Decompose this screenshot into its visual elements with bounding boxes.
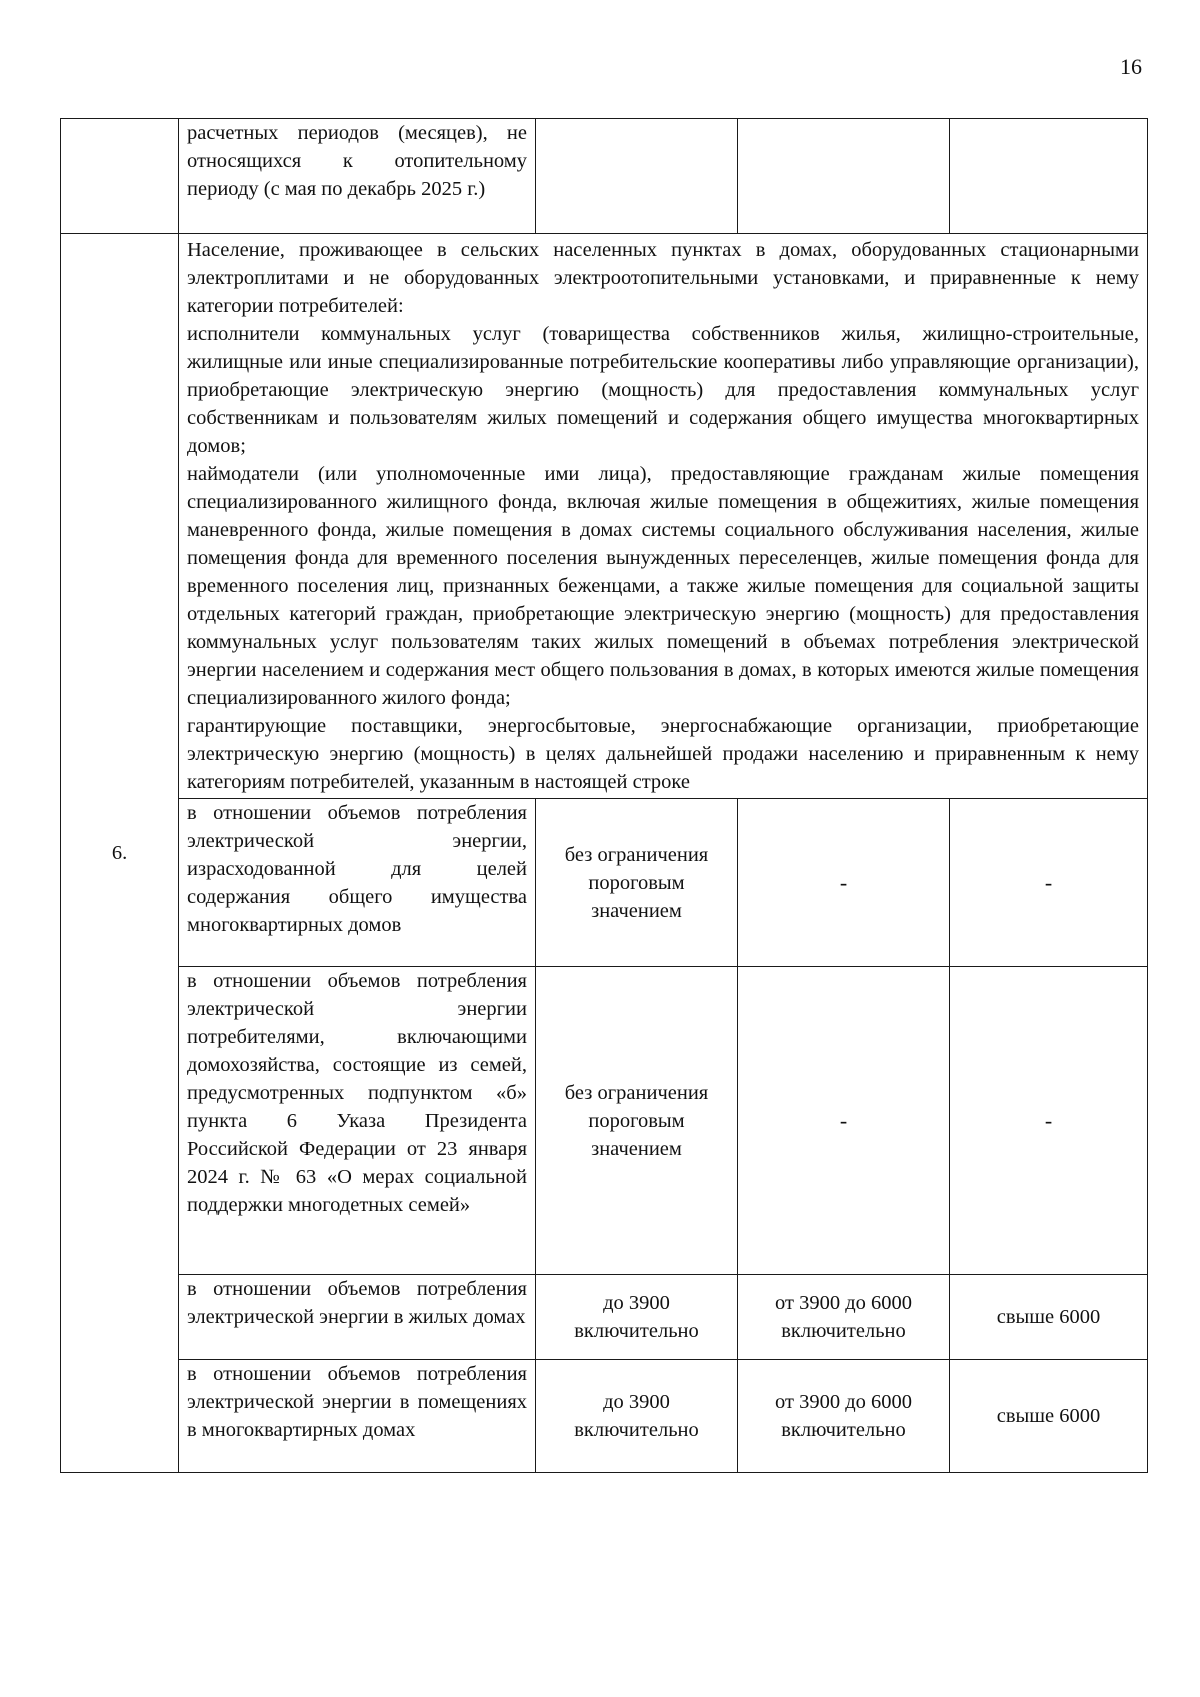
row-description: в отношении объемов потребления электрической энергии потребителями, включающими домохозяйства, состоящие из семей, предусмотренных подпунктом «б» пункта 6 Указа Президента Российской Федерации от 23 января 2024 г. № 63 «О мерах социальной поддержки многодетных семей»: [179, 967, 536, 1275]
table-row: [61, 799, 1148, 967]
threshold-cell-a: без ограничения пороговым значением: [536, 799, 738, 967]
threshold-cell-c: -: [950, 799, 1148, 967]
table-row: [61, 234, 1148, 799]
table-row: [61, 1360, 1148, 1473]
threshold-cell-a: без ограничения пороговым значением: [536, 967, 738, 1275]
header-paragraph: исполнители коммунальных услуг (товарищества собственников жилья, жилищно-строительные, жилищные или иные специализированные потребительские кооперативы либо управляющие организации), приобретающие электрическую энергию (мощность) для предоставления коммунальных услуг собственникам и пользователям жилых помещений и содержания общего имущества многоквартирных домов;: [187, 323, 1139, 457]
row-description: в отношении объемов потребления электрической энергии в помещениях в многоквартирных домах: [179, 1360, 536, 1473]
threshold-cell-a: до 3900 включительно: [536, 1360, 738, 1473]
row-description: в отношении объемов потребления электрической энергии, израсходованной для целей содержания общего имущества многоквартирных домов: [179, 799, 536, 967]
threshold-cell-b: -: [738, 799, 950, 967]
threshold-cell-a: [536, 119, 738, 234]
row-group-header: [179, 234, 1148, 799]
header-paragraph: Население, проживающее в сельских населенных пунктах в домах, оборудованных стационарными электроплитами и не оборудованных электроотопительными установками, и приравненные к нему категории потребителей:: [187, 239, 1139, 317]
threshold-cell-b: -: [738, 967, 950, 1275]
threshold-cell-c: свыше 6000: [950, 1275, 1148, 1360]
header-paragraph: наймодатели (или уполномоченные ими лица), предоставляющие гражданам жилые помещения специализированного жилищного фонда, включая жилые помещения в общежитиях, жилые помещения маневренного фонда, жилые помещения в домах системы социального обслуживания населения, жилые помещения фонда для временного поселения вынужденных переселенцев, жилые помещения фонда для временного поселения лиц, признанных беженцами, а также жилые помещения для социальной защиты отдельных категорий граждан, приобретающие электрическую энергию (мощность) для предоставления коммунальных услуг пользователям таких жилых помещений в объемах потребления электрической энергии населением и содержания мест общего пользования в домах, в которых имеются жилые помещения специализированного жилого фонда;: [187, 463, 1139, 709]
header-paragraph: гарантирующие поставщики, энергосбытовые, энергоснабжающие организации, приобретающие электрическую энергию (мощность) в целях дальнейшей продажи населению и приравненным к нему категориям потребителей, указанным в настоящей строке: [187, 715, 1139, 793]
threshold-cell-b: от 3900 до 6000 включительно: [738, 1275, 950, 1360]
table-row: [61, 119, 1148, 234]
row-description: расчетных периодов (месяцев), не относящихся к отопительному периоду (с мая по декабрь 2025 г.): [179, 119, 536, 234]
row-number: 6.: [61, 234, 179, 1473]
row-description: в отношении объемов потребления электрической энергии в жилых домах: [179, 1275, 536, 1360]
row-number-cell: [61, 119, 179, 234]
threshold-cell-c: -: [950, 967, 1148, 1275]
threshold-cell-a: до 3900 включительно: [536, 1275, 738, 1360]
threshold-cell-c: [950, 119, 1148, 234]
table-row: [61, 1275, 1148, 1360]
threshold-cell-b: от 3900 до 6000 включительно: [738, 1360, 950, 1473]
threshold-cell-c: свыше 6000: [950, 1360, 1148, 1473]
threshold-cell-b: [738, 119, 950, 234]
table-row: [61, 967, 1148, 1275]
page-number: 16: [1120, 54, 1142, 79]
tariff-table: [60, 118, 1148, 1473]
